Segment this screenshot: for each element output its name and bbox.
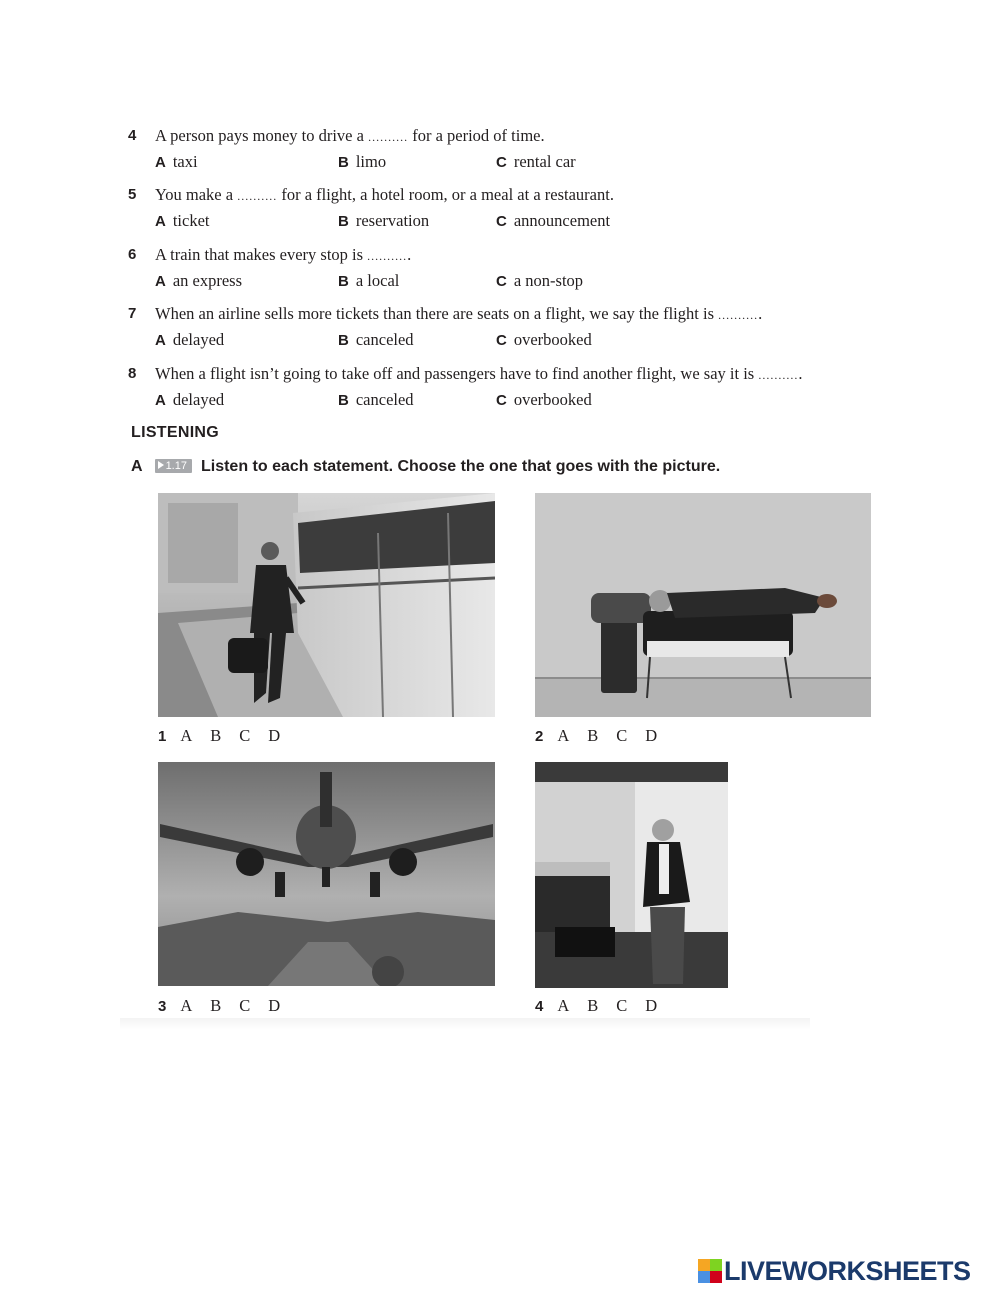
question-number: 7: [128, 305, 137, 322]
question-number: 6: [128, 246, 137, 263]
train-platform-photo: [158, 493, 495, 717]
choice-c[interactable]: C: [616, 726, 628, 745]
choice-b[interactable]: B: [587, 996, 599, 1015]
picture-1-answers: 1 A B C D: [158, 726, 281, 745]
choice-c[interactable]: C: [616, 996, 628, 1015]
picture-4-answers: 4 A B C D: [535, 996, 658, 1015]
choice-d[interactable]: D: [268, 996, 281, 1015]
instruction-text: Listen to each statement. Choose the one that goes with the picture.: [200, 458, 721, 475]
choice-c[interactable]: C: [239, 726, 251, 745]
option-c[interactable]: C announcement: [496, 211, 611, 230]
options: [155, 152, 755, 174]
option-a[interactable]: A ticket: [155, 211, 210, 230]
option-b[interactable]: B canceled: [338, 330, 414, 349]
answer-blank[interactable]: ..........: [237, 189, 278, 203]
options: [155, 211, 755, 233]
option-c[interactable]: C overbooked: [496, 330, 592, 349]
listening-instruction: [131, 458, 720, 476]
choice-b[interactable]: B: [210, 726, 222, 745]
option-c[interactable]: C rental car: [496, 152, 576, 171]
choice-a[interactable]: A: [557, 996, 570, 1015]
option-b[interactable]: B canceled: [338, 390, 414, 409]
choice-b[interactable]: B: [210, 996, 222, 1015]
logo-text: LIVEWORKSHEETS: [724, 1255, 971, 1286]
answer-blank[interactable]: ..........: [367, 249, 408, 263]
option-b[interactable]: B limo: [338, 152, 387, 171]
choice-d[interactable]: D: [645, 996, 658, 1015]
choice-a[interactable]: A: [180, 996, 193, 1015]
choice-d[interactable]: D: [268, 726, 281, 745]
play-icon: [158, 461, 164, 469]
picture-3-answers: 3 A B C D: [158, 996, 281, 1015]
choice-b[interactable]: B: [587, 726, 599, 745]
question-stem: A person pays money to drive a .......... for a period of time.: [155, 126, 545, 145]
question-stem: A train that makes every stop is ...........: [155, 245, 412, 264]
options: [155, 271, 755, 293]
options: [155, 330, 755, 352]
option-c[interactable]: C a non-stop: [496, 271, 584, 290]
audio-track-button[interactable]: 1.17: [155, 459, 192, 473]
picture-2-answers: 2 A B C D: [535, 726, 658, 745]
option-c[interactable]: C overbooked: [496, 390, 592, 409]
choice-a[interactable]: A: [180, 726, 193, 745]
section-letter: A: [131, 458, 143, 475]
choice-a[interactable]: A: [557, 726, 570, 745]
airplane-landing-photo: [158, 762, 495, 986]
choice-c[interactable]: C: [239, 996, 251, 1015]
sleeping-traveler-photo: [535, 493, 871, 717]
section-title: LISTENING: [131, 424, 220, 441]
options: [155, 390, 755, 412]
page-shadow: [120, 1018, 810, 1030]
option-a[interactable]: A an express: [155, 271, 243, 290]
option-b[interactable]: B a local: [338, 271, 400, 290]
option-b[interactable]: B reservation: [338, 211, 430, 230]
question-number: 4: [128, 127, 137, 144]
option-a[interactable]: A delayed: [155, 330, 225, 349]
liveworksheets-logo: [698, 1256, 971, 1286]
option-a[interactable]: A taxi: [155, 152, 198, 171]
answer-blank[interactable]: ..........: [758, 368, 799, 382]
question-stem: When an airline sells more tickets than there are seats on a flight, we say the flight is ...........: [155, 304, 763, 323]
choice-d[interactable]: D: [645, 726, 658, 745]
airport-security-photo: [535, 762, 728, 988]
logo-icon: [698, 1259, 722, 1283]
answer-blank[interactable]: ..........: [368, 130, 409, 144]
question-stem: When a flight isn’t going to take off and passengers have to find another flight, we say it is ...........: [155, 364, 803, 383]
question-number: 5: [128, 186, 137, 203]
question-stem: You make a .......... for a flight, a hotel room, or a meal at a restaurant.: [155, 185, 614, 204]
answer-blank[interactable]: ..........: [718, 308, 759, 322]
question-number: 8: [128, 365, 137, 382]
option-a[interactable]: A delayed: [155, 390, 225, 409]
